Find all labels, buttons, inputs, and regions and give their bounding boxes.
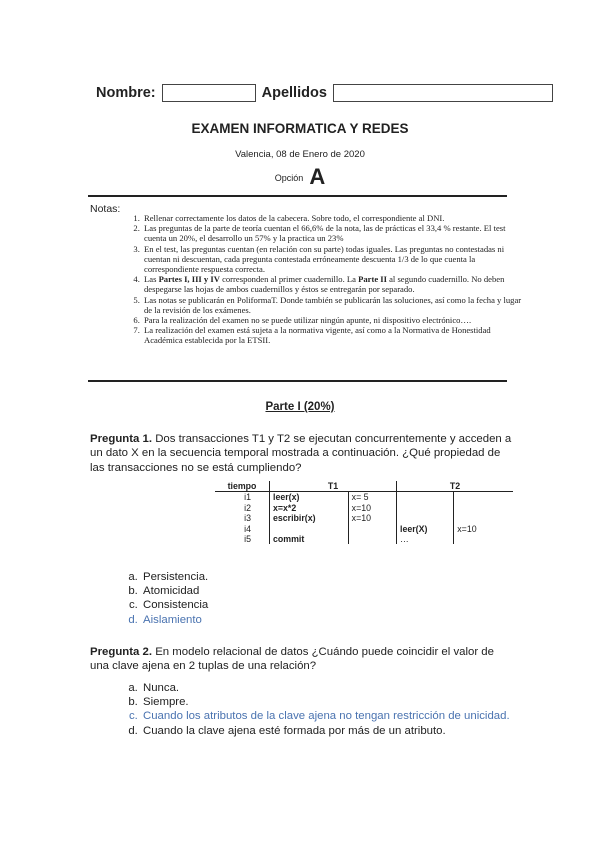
cell-t2-op [397, 513, 454, 523]
cell-t1-val: x=10 [348, 513, 396, 523]
cell-t2-val [454, 534, 513, 544]
cell-t2-op [397, 492, 454, 503]
question-2 [90, 645, 515, 674]
cell-t2-val [454, 513, 513, 523]
cell-t2-val [454, 503, 513, 513]
cell-t1-val [348, 524, 396, 534]
bottom-divider [88, 380, 507, 382]
transaction-table [215, 481, 513, 544]
option-value: A [309, 164, 326, 189]
cell-time: i2 [244, 502, 251, 513]
table-row [215, 513, 513, 523]
note-item [142, 274, 527, 294]
top-divider [88, 195, 507, 197]
cell-t2-val [454, 492, 513, 503]
table-row [215, 534, 513, 544]
note-item: 2. Las preguntas de la parte de teoría cuentan el 66,6% de la nota, las de prácticas el 33,4 % restante. El test cuenta un 20%, el desarrollo un 57% y la practica un 23% [142, 223, 527, 243]
option-b[interactable]: b. Siempre. [141, 695, 510, 709]
cell-t1-op: leer(x) [270, 492, 349, 503]
exam-title: EXAMEN INFORMATICA Y REDES [191, 121, 409, 136]
note-item: 3. En el test, las preguntas cuentan (en relación con su parte) todas iguales. Las preguntas no contestadas ni cuentan ni descuentan, cada pregunta contestada erróneamente descuenta 1/3 de lo que cuenta la correspondiente respuesta correcta. [142, 244, 527, 275]
cell-t2-val: x=10 [454, 524, 513, 534]
option-b[interactable]: b. Atomicidad [141, 584, 208, 598]
nombre-label: Nombre: [96, 85, 156, 101]
col-header-t2: T2 [397, 481, 514, 492]
note-text: corresponden al primer cuadernillo. La [219, 274, 359, 285]
table-header-row [215, 481, 513, 492]
cell-time: i4 [244, 523, 251, 534]
apellidos-label: Apellidos [261, 85, 327, 101]
cell-time: i5 [244, 534, 251, 545]
note-item: 5. Las notas se publicarán en PoliformaT. Donde también se publicarán las soluciones, así como la fecha y lugar de la revisión de los exámenes. [142, 295, 527, 315]
note-bold: Partes I, III y IV [158, 274, 220, 285]
question-label: Pregunta 1. [90, 433, 153, 445]
option-d-correct[interactable]: d. Aislamiento [141, 613, 208, 627]
apellidos-field[interactable] [333, 84, 553, 102]
nombre-field[interactable] [162, 84, 256, 102]
option-c[interactable]: c. Consistencia [141, 598, 208, 612]
note-text: Las [144, 274, 159, 285]
cell-t1-op: escribir(x) [270, 513, 349, 523]
note-item: 1. Rellenar correctamente los datos de la cabecera. Sobre todo, el correspondiente al DNI. [142, 213, 527, 223]
cell-t2-op [397, 503, 454, 513]
cell-time: i3 [244, 513, 251, 524]
question-label: Pregunta 2. [90, 646, 153, 658]
table-row [215, 524, 513, 534]
question-1 [90, 432, 515, 475]
cell-t1-val: x= 5 [348, 492, 396, 503]
col-header-t1: T1 [270, 481, 397, 492]
section-title: Parte I (20%) [265, 401, 335, 413]
option-c-correct[interactable]: c. Cuando los atributos de la clave ajena no tengan restricción de unicidad. [141, 709, 510, 723]
q2-options [124, 681, 510, 738]
note-item: 7. La realización del examen está sujeta a la normativa vigente, así como a la Normativa de Honestidad Académica establecida por la ETSII. [142, 325, 527, 345]
student-header [96, 84, 553, 102]
cell-t1-val [348, 534, 396, 544]
cell-t1-op [270, 524, 349, 534]
note-item: 6. Para la realización del examen no se puede utilizar ningún apunte, ni dispositivo electrónico…. [142, 315, 527, 325]
option-a[interactable]: a. Persistencia. [141, 570, 208, 584]
notes-label: Notas: [90, 203, 121, 215]
question-text: En modelo relacional de datos ¿Cuándo puede coincidir el valor de una clave ajena en 2 tuplas de una relación? [90, 646, 494, 673]
cell-t2-op: leer(X) [397, 524, 454, 534]
col-header-time: tiempo [215, 481, 270, 492]
note-bold: Parte II [358, 274, 387, 285]
option-label: Opción [274, 173, 304, 183]
cell-t1-op: commit [270, 534, 349, 544]
table-row [215, 503, 513, 513]
cell-t1-op: x=x*2 [270, 503, 349, 513]
exam-option [0, 164, 600, 190]
notes-list [124, 213, 527, 346]
exam-date: Valencia, 08 de Enero de 2020 [235, 149, 365, 160]
cell-time: i1 [244, 492, 251, 503]
option-a[interactable]: a. Nunca. [141, 681, 510, 695]
q1-options [124, 570, 208, 627]
cell-t1-val: x=10 [348, 503, 396, 513]
note-text: al segundo cuadernillo. No deben despegarse las hojas de ambos cuadernillos y éstos se entregarán por separado. [144, 274, 505, 295]
question-text: Dos transacciones T1 y T2 se ejecutan concurrentemente y acceden a un dato X en la secuencia temporal mostrada a continuación. ¿Qué propiedad de las transacciones no se está cumpliendo? [90, 433, 512, 474]
cell-t2-op: … [397, 534, 454, 544]
option-d[interactable]: d. Cuando la clave ajena esté formada por más de un atributo. [141, 724, 510, 738]
table-row [215, 492, 513, 503]
